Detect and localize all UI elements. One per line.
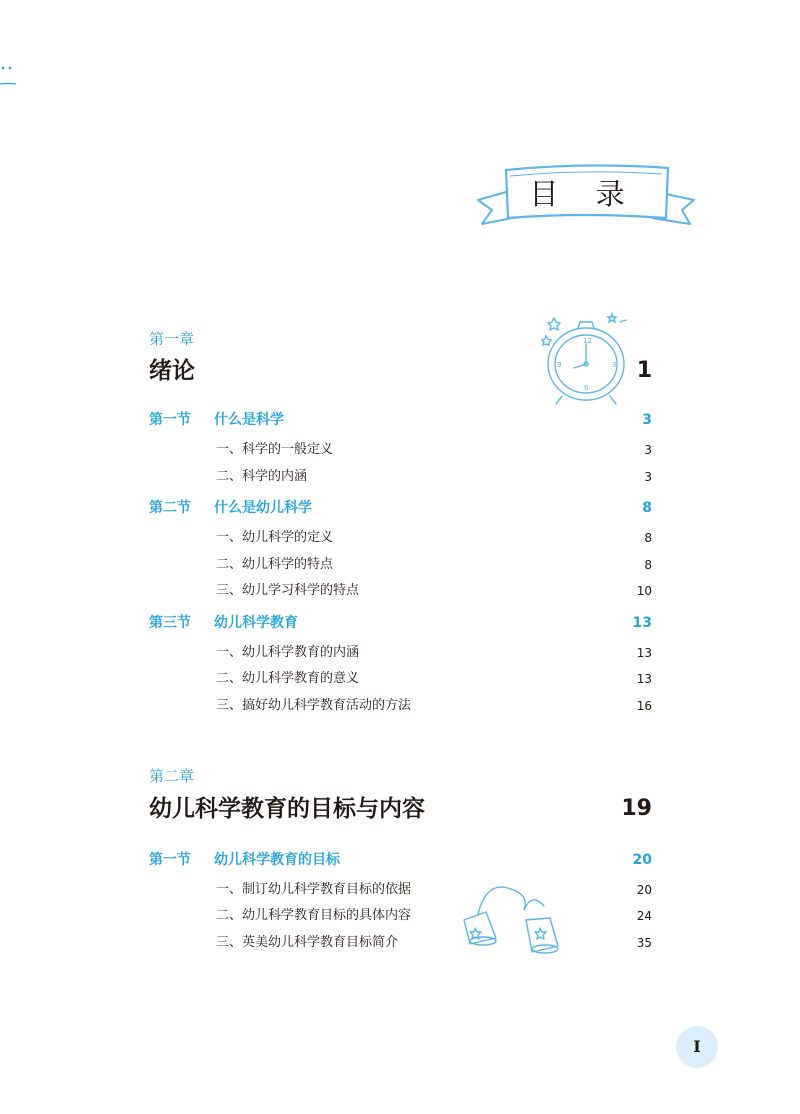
item-page-number: 13	[636, 672, 652, 686]
section-label: 第一节	[149, 412, 191, 428]
item-title: 二、幼儿科学教育的意义	[216, 671, 360, 686]
chapter-title: 绪论	[149, 358, 195, 384]
svg-text:12: 12	[583, 337, 592, 345]
item-title: 二、科学的内涵	[216, 469, 308, 484]
toc-section-entry[interactable]	[149, 497, 652, 519]
toc-item-entry[interactable]	[216, 467, 652, 487]
toc-item-entry[interactable]	[216, 581, 652, 601]
toc-item-entry[interactable]	[216, 643, 652, 663]
section-title: 幼儿科学教育的目标	[214, 852, 340, 868]
chapter-title: 幼儿科学教育的目标与内容	[149, 796, 425, 822]
item-title: 三、幼儿学习科学的特点	[216, 583, 360, 598]
toc-section-entry[interactable]	[149, 612, 652, 634]
section-title: 什么是幼儿科学	[214, 500, 312, 516]
item-title: 一、科学的一般定义	[216, 442, 334, 457]
item-title: 一、幼儿科学的定义	[216, 530, 334, 545]
section-page-number: 13	[632, 615, 652, 631]
toc-section-entry[interactable]	[149, 849, 652, 871]
item-page-number: 3	[644, 470, 652, 484]
item-page-number: 24	[636, 909, 652, 923]
item-page-number: 13	[636, 646, 652, 660]
item-title: 二、幼儿科学教育目标的具体内容	[216, 908, 412, 923]
section-title: 幼儿科学教育	[214, 615, 298, 631]
item-title: 一、幼儿科学教育的内涵	[216, 645, 360, 660]
chapter-label: 第一章	[149, 330, 195, 348]
corner-dots-decoration	[0, 56, 24, 90]
section-label: 第二节	[149, 500, 191, 516]
toc-item-entry[interactable]	[216, 696, 652, 716]
toc-item-entry[interactable]	[216, 906, 652, 926]
toc-item-entry[interactable]	[216, 933, 652, 953]
item-page-number: 8	[644, 558, 652, 572]
item-title: 三、英美幼儿科学教育目标简介	[216, 935, 399, 950]
toc-item-entry[interactable]	[216, 555, 652, 575]
page-title: 目 录	[529, 177, 639, 211]
toc-item-entry[interactable]	[216, 528, 652, 548]
svg-text:9: 9	[557, 361, 562, 369]
item-page-number: 35	[636, 936, 652, 950]
chapter-page-number: 19	[621, 796, 652, 821]
chapter-label: 第二章	[149, 767, 195, 785]
item-page-number: 10	[636, 584, 652, 598]
section-page-number: 3	[642, 412, 652, 428]
section-title: 什么是科学	[214, 412, 284, 428]
item-title: 二、幼儿科学的特点	[216, 557, 334, 572]
section-label: 第一节	[149, 852, 191, 868]
svg-text:6: 6	[584, 384, 589, 392]
toc-item-entry[interactable]	[216, 669, 652, 689]
section-label: 第三节	[149, 615, 191, 631]
item-title: 三、搞好幼儿科学教育活动的方法	[216, 698, 412, 713]
item-title: 一、制订幼儿科学教育目标的依据	[216, 882, 412, 897]
section-page-number: 8	[642, 500, 652, 516]
item-page-number: 20	[636, 883, 652, 897]
alarm-clock-icon	[540, 312, 640, 412]
section-page-number: 20	[632, 852, 652, 868]
page-number-badge: I	[676, 1026, 718, 1068]
item-page-number: 16	[636, 699, 652, 713]
chapter-page-number: 1	[636, 358, 652, 383]
toc-item-entry[interactable]	[216, 880, 652, 900]
svg-text:3: 3	[612, 361, 617, 369]
item-page-number: 3	[644, 443, 652, 457]
item-page-number: 8	[644, 531, 652, 545]
toc-section-entry[interactable]	[149, 409, 652, 431]
toc-item-entry[interactable]	[216, 440, 652, 460]
